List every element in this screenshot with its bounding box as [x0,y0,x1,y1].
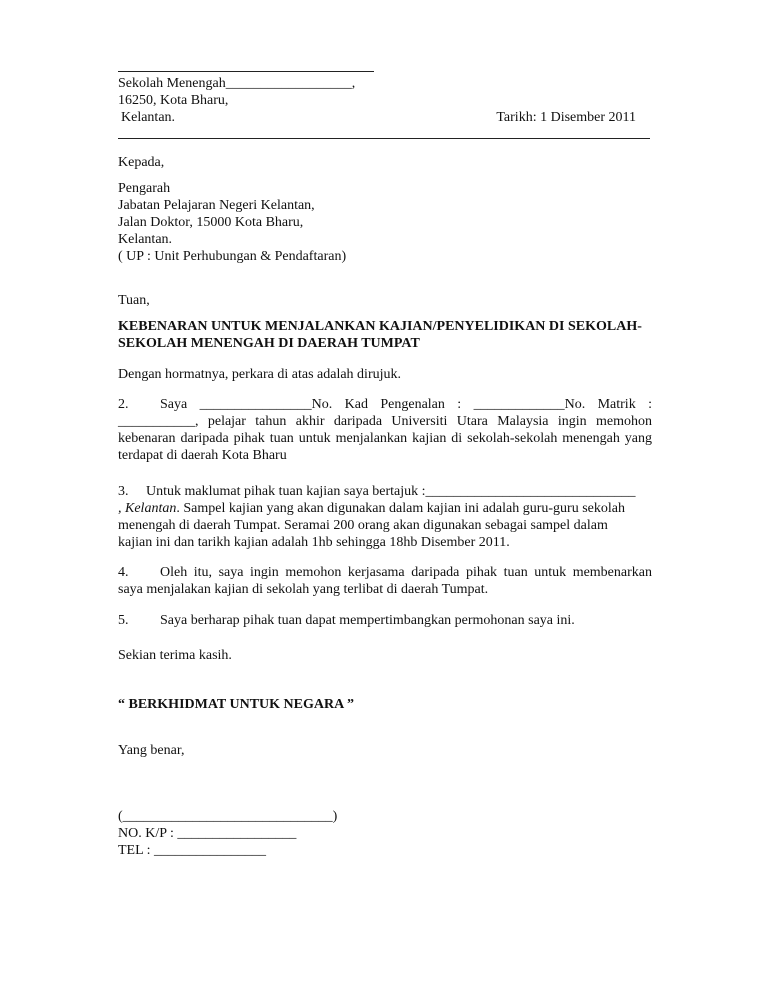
closing-line: Sekian terima kasih. [118,648,232,663]
recipient-line: ( UP : Unit Perhubungan & Pendaftaran) [118,249,347,264]
sender-school: Sekolah Menengah__________________, [118,76,356,91]
paragraph-2 [118,396,652,464]
para2-line-2: ___________, pelajar tahun akhir daripada Universiti Utara Malaysia ingin memohon [118,414,652,429]
para3-line-2 [118,500,652,517]
para5-text: Saya berharap pihak tuan dapat mempertimbangkan permohonan saya ini. [160,613,575,628]
recipient-line: Jalan Doktor, 15000 Kota Bharu, [118,215,304,230]
para3-line-1 [118,483,652,500]
paragraph-3 [118,483,652,551]
para4-number: 4. [118,565,129,580]
motto: “ BERKHIDMAT UNTUK NEGARA ” [118,697,354,712]
para2-line-4: terdapat di daerah Kota Bharu [118,448,287,463]
para2-line-1 [118,396,652,413]
paragraph-4 [118,564,652,598]
para2-line-3: kebenaran daripada pihak tuan untuk menjalankan kajian di sekolah-sekolah menengah yang [118,431,652,446]
recipient-line: Jabatan Pelajaran Negeri Kelantan, [118,198,315,213]
recipient-address [118,180,652,265]
paragraph-5 [118,612,652,629]
para2-line-1-text: Saya ________________No. Kad Pengenalan : _____________No. Matrik : [160,397,652,412]
signature-kp-line: NO. K/P : _________________ [118,826,297,841]
para3-place-italic: , Kelantan [118,501,177,516]
para3-line-2-text: . Sampel kajian yang akan digunakan dalam kajian ini adalah guru-guru sekolah [176,501,625,516]
para5-line [118,612,652,629]
para4-line-2: saya menjalakan kajian di sekolah yang terlibat di daerah Tumpat. [118,582,489,597]
letter-subject [118,318,652,352]
subject-line-2: SEKOLAH MENENGAH DI DAERAH TUMPAT [118,336,420,351]
signature-name-line: (______________________________) [118,809,338,824]
para4-line-1 [118,564,652,581]
header-rule-bottom [118,138,650,139]
sender-postcode-city: 16250, Kota Bharu, [118,93,229,108]
para2-number: 2. [118,397,129,412]
para4-line-1-text: Oleh itu, saya ingin memohon kerjasama daripada pihak tuan untuk membenarkan [160,565,652,580]
recipient-line: Kelantan. [118,232,173,247]
signoff: Yang benar, [118,743,185,758]
para3-line-1-text: Untuk maklumat pihak tuan kajian saya bertajuk :______________________________ [146,484,636,499]
header-rule-top [118,71,374,72]
para3-line-3: menengah di daerah Tumpat. Seramai 200 orang akan digunakan sebagai sampel dalam [118,518,608,533]
signature-block [118,808,652,859]
salutation: Tuan, [118,293,150,308]
opening-line: Dengan hormatnya, perkara di atas adalah dirujuk. [118,367,402,382]
recipient-greeting: Kepada, [118,155,165,170]
recipient-line: Pengarah [118,181,171,196]
para3-number: 3. [118,484,129,499]
subject-line-1: KEBENARAN UNTUK MENJALANKAN KAJIAN/PENYELIDIKAN DI SEKOLAH- [118,319,642,334]
para5-number: 5. [118,613,129,628]
sender-state: Kelantan. [121,110,176,125]
para3-line-4: kajian ini dan tarikh kajian adalah 1hb sehingga 18hb Disember 2011. [118,535,510,550]
signature-tel-line: TEL : ________________ [118,843,267,858]
letter-date: Tarikh: 1 Disember 2011 [496,110,636,125]
